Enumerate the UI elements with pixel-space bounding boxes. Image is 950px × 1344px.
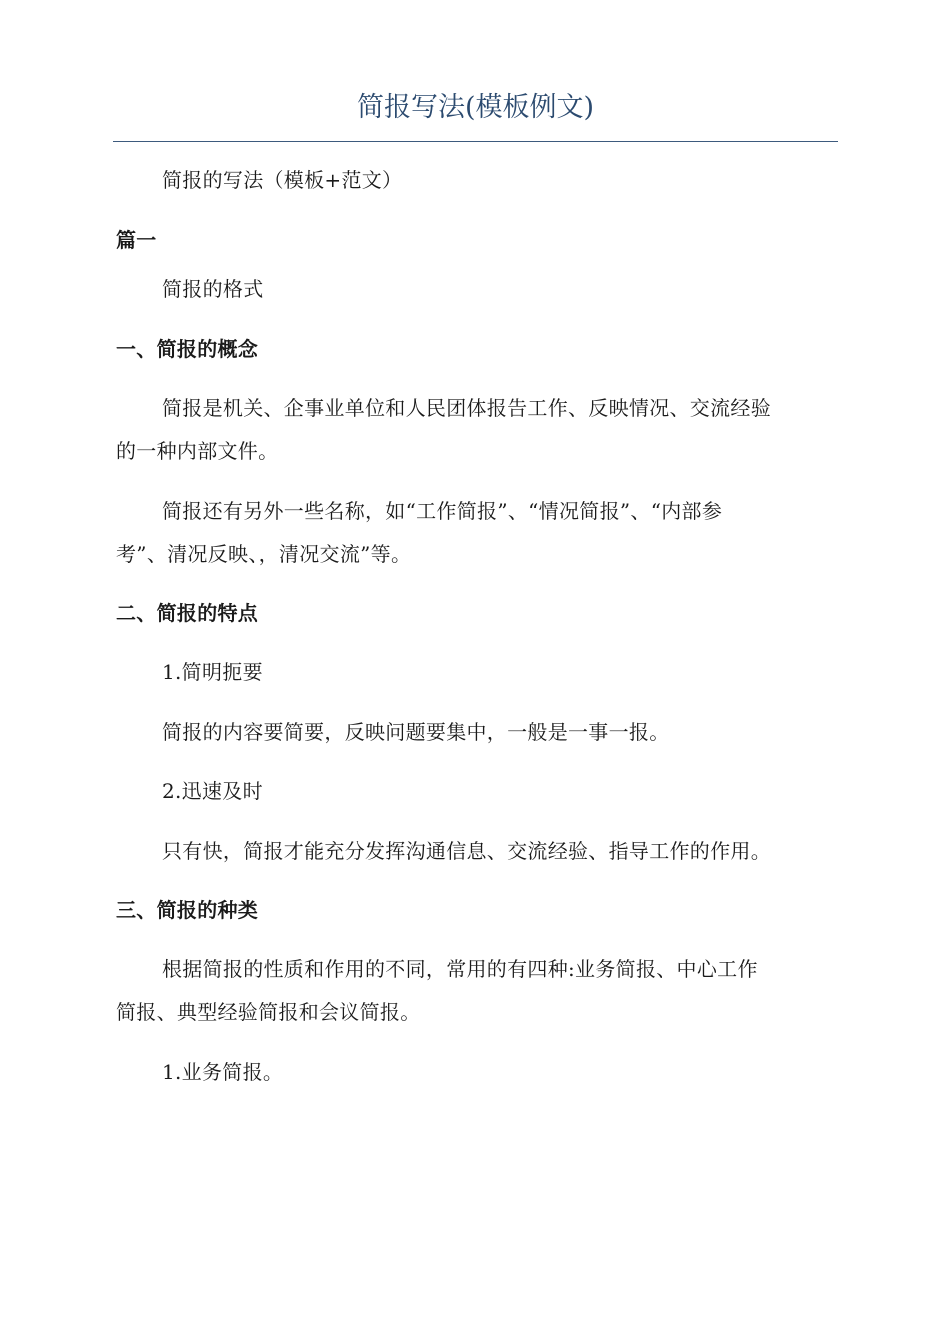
paragraph-types-line-1: 根据简报的性质和作用的不同，常用的有四种:业务简报、中心工作 (162, 957, 758, 981)
paragraph-concise: 简报的内容要简要，反映问题要集中，一般是一事一报。 (162, 720, 670, 744)
section-heading-features: 二、简报的特点 (116, 601, 259, 625)
paragraph-names-line-1: 简报还有另外一些名称，如“工作简报”、“情况简报”、“内部参 (162, 499, 723, 523)
paragraph-timely: 只有快，简报才能充分发挥沟通信息、交流经验、指导工作的作用。 (162, 839, 771, 863)
document-title: 简报写法(模板例文) (356, 92, 595, 123)
list-item-timely: 2.迅速及时 (162, 779, 263, 803)
paragraph-types-line-2: 简报、典型经验简报和会议简报。 (116, 1000, 421, 1024)
list-item-concise: 1.简明扼要 (162, 660, 263, 684)
section-heading-types: 三、简报的种类 (116, 898, 259, 922)
paragraph-names-line-2: 考”、清况反映、，清况交流”等。 (116, 542, 412, 566)
title-divider (113, 141, 838, 142)
paragraph-concept-line-2: 的一种内部文件。 (116, 439, 279, 463)
section-heading-part-one: 篇一 (116, 228, 157, 252)
section-heading-concept: 一、简报的概念 (116, 337, 259, 361)
paragraph-format: 简报的格式 (162, 277, 264, 301)
subtitle-line: 简报的写法（模板+范文） (162, 168, 403, 192)
list-item-business: 1.业务简报。 (162, 1060, 284, 1084)
paragraph-concept-line-1: 简报是机关、企事业单位和人民团体报告工作、反映情况、交流经验 (162, 396, 771, 420)
